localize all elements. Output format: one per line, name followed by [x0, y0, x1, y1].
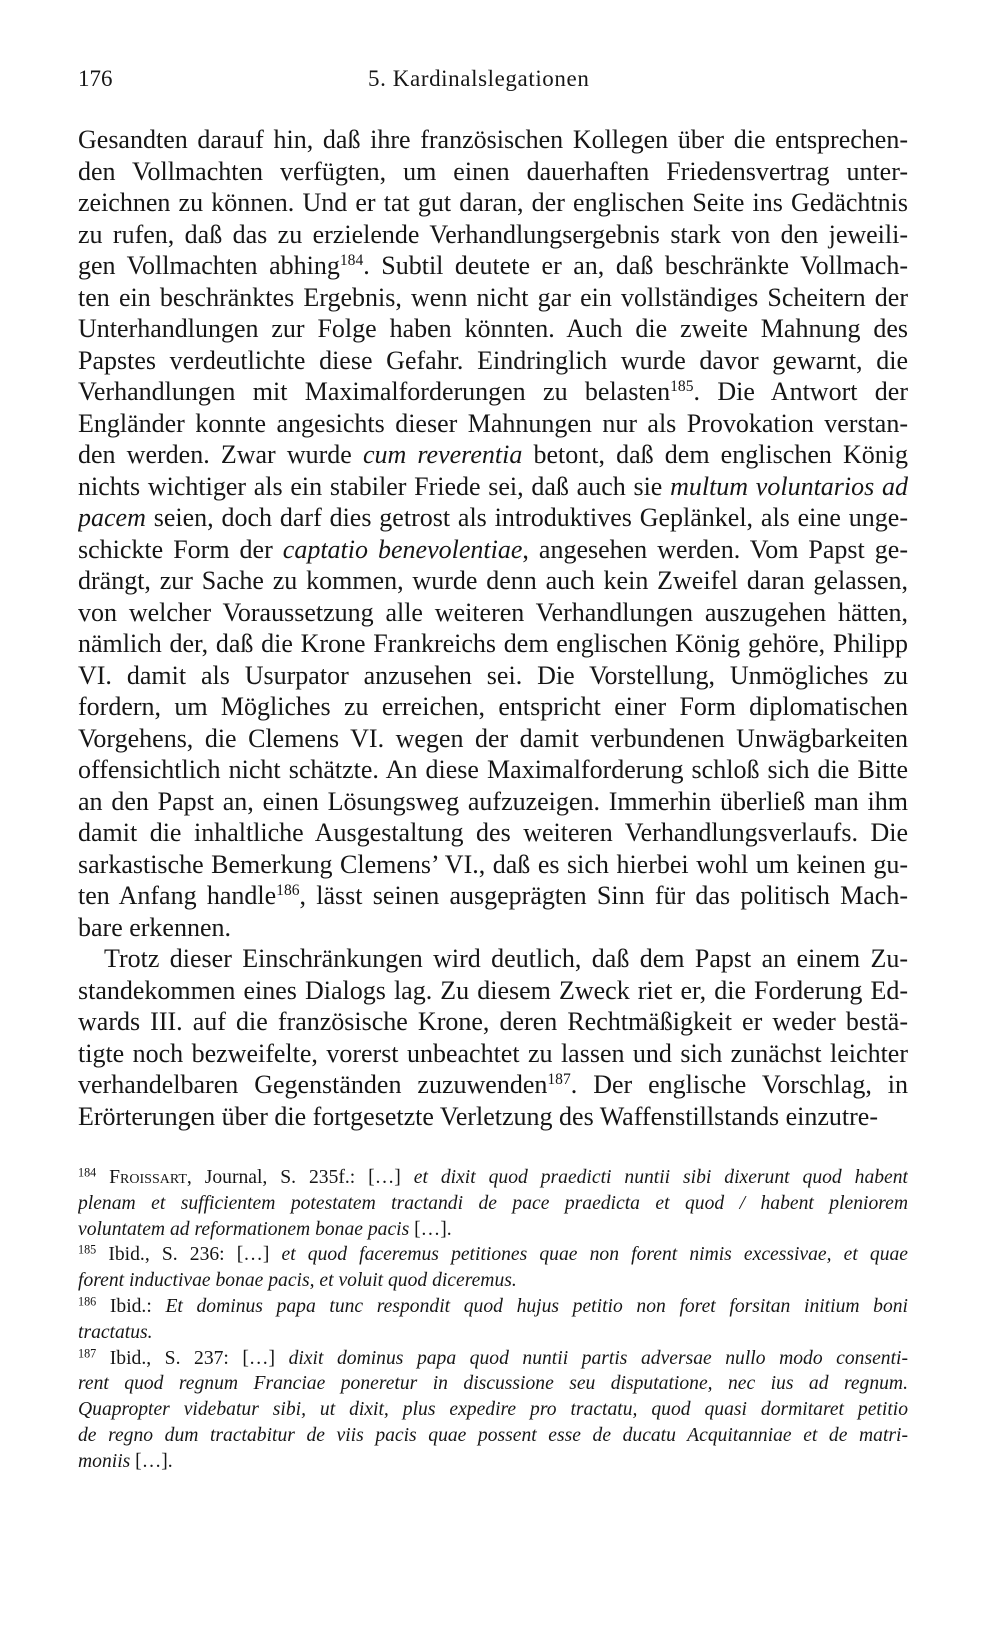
text-run	[96, 1167, 109, 1188]
page-header	[78, 66, 908, 100]
body-line	[78, 313, 908, 345]
italic-text: tractatus.	[78, 1321, 153, 1343]
text-run: damit die inhaltliche Ausgestaltung des weiteren Verhandlungsverlaufs. Die	[78, 818, 908, 847]
text-run: tigte noch bezweifelte, vorerst unbeachtet zu lassen und sich zunächst leichter	[78, 1038, 908, 1068]
text-run: betont, daß dem englischen König	[522, 440, 908, 469]
footnote-line	[78, 1320, 908, 1346]
footnote-marker: 186	[78, 1294, 97, 1309]
text-run: Vorgehens, die Clemens VI. wegen der damit verbundenen Unwägbarkeiten	[78, 723, 908, 753]
body-line	[78, 1006, 908, 1038]
text-run: […].	[130, 1450, 173, 1472]
body-line	[78, 408, 908, 440]
text-run: offensichtlich nicht schätzte. An diese Maximalforderung schloß sich die Bitte	[78, 755, 908, 784]
body-line	[78, 786, 908, 818]
footnote-line	[78, 1371, 908, 1397]
body-line	[78, 1069, 908, 1101]
footnote-line	[78, 1242, 908, 1268]
body-line	[78, 471, 908, 503]
text-run: sarkastische Bemerkung Clemens’ VI., daß es sich hierbei wohl um keinen gu-	[78, 849, 908, 879]
text-run: an den Papst an, einen Lösungsweg aufzuzeigen. Immerhin überließ man ihm	[78, 786, 908, 816]
text-run: . Die Antwort der	[693, 377, 908, 406]
footnote-line	[78, 1449, 908, 1475]
body-line	[78, 1038, 908, 1070]
body-line	[78, 628, 908, 660]
body-line	[78, 849, 908, 881]
italic-text: multum voluntarios ad	[670, 471, 908, 501]
text-run: Ibid., S. 236: […]	[96, 1244, 282, 1266]
footnote-line	[78, 1423, 908, 1449]
italic-text: et dixit quod praedicti nuntii sibi dixerunt quod habent	[413, 1167, 908, 1188]
author-name: Froissart	[109, 1167, 187, 1188]
body-line	[78, 124, 908, 156]
footnote-line	[78, 1165, 908, 1191]
text-run: Gesandten darauf hin, daß ihre französischen Kollegen über die entsprechen-	[78, 125, 908, 154]
text-run: , angesehen werden. Vom Papst ge-	[522, 534, 908, 564]
text-run: Verhandlungen mit Maximalforderungen zu belasten	[78, 377, 671, 406]
text-run: . Subtil deutete er an, daß beschränkte Vollmach-	[363, 251, 908, 280]
body-line	[78, 880, 908, 912]
italic-text: captatio benevolentiae	[282, 534, 523, 564]
text-run: Engländer konnte angesichts dieser Mahnungen nur als Provokation verstan-	[78, 408, 908, 438]
text-run: , lässt seinen ausgeprägten Sinn für das politisch Mach-	[299, 881, 908, 910]
body-line	[78, 660, 908, 692]
italic-text: de regno dum tractabitur de viis pacis quae possent esse de ducatu Acquitanniae et de matri-	[78, 1424, 908, 1446]
italic-text: voluntatem ad reformationem bonae pacis	[78, 1218, 410, 1240]
text-run: , Journal, S. 235f.: […]	[186, 1167, 414, 1188]
italic-text: cum reverentia	[362, 440, 523, 469]
body-line	[78, 817, 908, 849]
footnote-marker: 187	[78, 1345, 97, 1360]
body-line	[78, 376, 908, 408]
body-line	[78, 1101, 908, 1133]
text-run: ten ein beschränktes Ergebnis, wenn nicht gar ein vollständiges Scheitern der	[78, 282, 908, 312]
text-run: Unterhandlungen zur Folge haben könnten. Auch die zweite Mahnung des	[78, 314, 908, 343]
text-run: . Der englische Vorschlag, in	[570, 1070, 908, 1099]
footnote-line	[78, 1294, 908, 1320]
footnote-marker: 185	[78, 1242, 97, 1257]
text-run: den Vollmachten verfügten, um einen dauerhaften Friedensvertrag unter-	[78, 156, 908, 186]
body-line	[78, 565, 908, 597]
body-line	[78, 723, 908, 755]
text-run: zu rufen, daß das zu erzielende Verhandlungsergebnis stark von den jeweili-	[78, 219, 908, 249]
text-run: gen Vollmachten abhing	[78, 251, 340, 280]
text-run: von welcher Voraussetzung alle weiteren Verhandlungen auszugehen hätten,	[78, 597, 908, 627]
body-line	[78, 282, 908, 314]
footnote-line	[78, 1346, 908, 1372]
text-run: Ibid., S. 237: […]	[96, 1347, 289, 1369]
italic-text: dixit dominus papa quod nuntii partis adversae nullo modo consenti-	[288, 1347, 908, 1369]
italic-text: plenam et sufficientem potestatem tractandi de pace praedicta et quod / habent pleniorem	[78, 1192, 908, 1214]
text-run: bare erkennen.	[78, 912, 232, 942]
footnote-marker: 184	[78, 1165, 97, 1180]
body-line	[78, 597, 908, 629]
italic-text: Quapropter videbatur sibi, ut dixit, plus expedire pro tractatu, quod quasi dormitaret petitio	[78, 1399, 908, 1421]
italic-text: rent quod regnum Franciae poneretur in discussione seu disputatione, nec ius ad regnum.	[78, 1373, 908, 1395]
footnote-line	[78, 1397, 908, 1423]
italic-text: pacem	[78, 503, 146, 532]
text-run: ten Anfang handle	[78, 881, 277, 910]
text-run: standekommen eines Dialogs lag. Zu diesem Zweck riet er, die Forderung Ed-	[78, 975, 908, 1005]
text-run: Erörterungen über die fortgesetzte Verletzung des Waffenstillstands einzutre-	[78, 1101, 879, 1131]
text-run: nämlich der, daß die Krone Frankreichs dem englischen König gehöre, Philipp	[78, 629, 908, 658]
italic-text: et quod faceremus petitiones quae non forent nimis excessivae, et quae	[281, 1244, 908, 1266]
body-line	[78, 912, 908, 944]
text-run: verhandelbaren Gegenständen zuzuwenden	[78, 1070, 548, 1099]
footnote-marker: 184	[339, 251, 364, 269]
italic-text: Et dominus papa tunc respondit quod hujus petitio non foret forsitan initium boni	[165, 1295, 908, 1317]
text-run: nichts wichtiger als ein stabiler Friede sei, daß auch sie	[78, 471, 671, 501]
text-run: den werden. Zwar wurde	[78, 440, 363, 469]
body-line	[78, 156, 908, 188]
footnote-line	[78, 1191, 908, 1217]
text-run: drängt, zur Sache zu kommen, wurde denn auch kein Zweifel daran gelassen,	[78, 566, 908, 595]
footnote-marker: 186	[276, 881, 300, 899]
body-line	[78, 534, 908, 566]
footnotes	[78, 1165, 908, 1475]
text-run: VI. damit als Usurpator anzusehen sei. Die Vorstellung, Unmögliches zu	[78, 660, 908, 690]
body-line	[78, 187, 908, 219]
italic-text: forent inductivae bonae pacis, et voluit quod diceremus.	[78, 1270, 517, 1292]
text-run: wards III. auf die französische Krone, deren Rechtmäßigkeit er weder bestä-	[78, 1007, 908, 1036]
text-run: seien, doch darf dies getrost als introduktives Geplänkel, als eine unge-	[145, 503, 908, 532]
text-run: zeichnen zu können. Und er tat gut daran, der englischen Seite ins Gedächtnis	[78, 188, 908, 217]
body-line	[78, 439, 908, 471]
footnote-line	[78, 1268, 908, 1294]
body-text	[78, 124, 908, 1132]
italic-text: moniis	[78, 1450, 131, 1472]
text-run: Papstes verdeutlichte diese Gefahr. Eindringlich wurde davor gewarnt, die	[78, 345, 908, 375]
page-number: 176	[78, 66, 113, 91]
footnote-marker: 187	[547, 1070, 571, 1088]
footnote-line	[78, 1217, 908, 1243]
text-run: fordern, um Mögliches zu erreichen, entspricht einer Form diplomatischen	[78, 692, 908, 721]
text-run: […].	[409, 1218, 452, 1240]
text-run: Trotz dieser Einschränkungen wird deutlich, daß dem Papst an einem Zu-	[104, 944, 908, 973]
body-line	[78, 219, 908, 251]
body-line	[78, 250, 908, 282]
text-run: schickte Form der	[78, 534, 283, 564]
body-line	[78, 345, 908, 377]
footnote-marker: 185	[670, 377, 694, 395]
body-line	[78, 691, 908, 723]
body-line	[78, 943, 908, 975]
body-line	[78, 754, 908, 786]
running-head: 5. Kardinalslegationen	[368, 66, 590, 91]
body-line	[78, 975, 908, 1007]
text-run: Ibid.:	[96, 1295, 166, 1317]
body-line	[78, 502, 908, 534]
